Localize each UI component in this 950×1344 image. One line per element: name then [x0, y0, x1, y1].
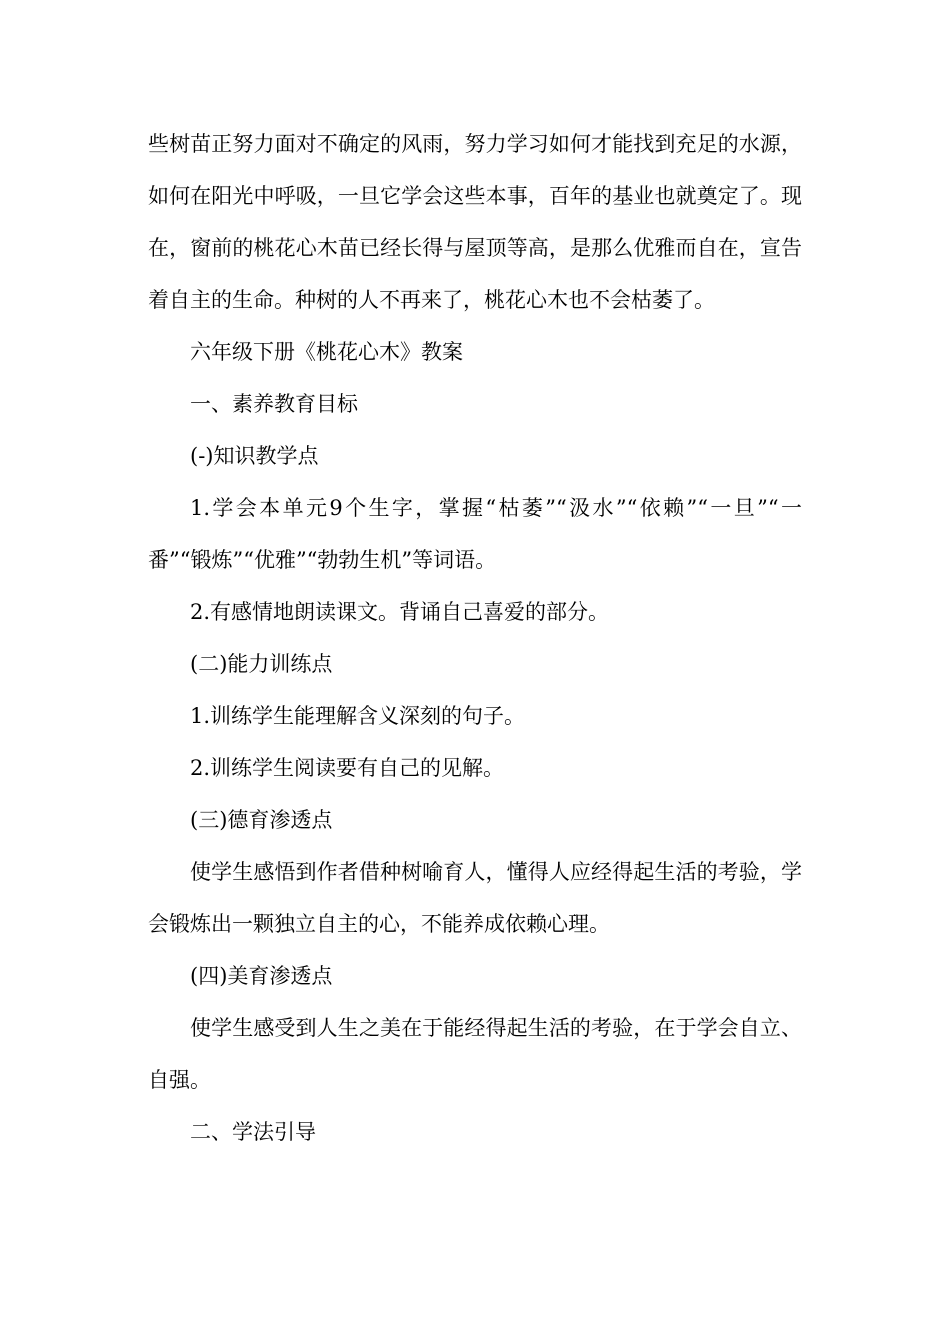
subheading-aesthetic: (四)美育渗透点 — [190, 964, 333, 988]
paragraph-continuation: 些树苗正努力面对不确定的风雨，努力学习如何才能找到充足的水源，如何在阳光中呼吸，一旦它学会这些本事，百年的基业也就奠定了。现在，窗前的桃花心木苗已经长得与屋顶等高，是那么优雅而自在，宣告着自主的生命。种树的人不再来了，桃花心木也不会枯萎了。 — [148, 132, 802, 312]
paragraph-ability-2: 2.训练学生阅读要有自己的见解。 — [190, 756, 505, 780]
paragraph-knowledge-1: 1.学会本单元9个生字，掌握“枯萎”“汲水”“依赖”“一旦”“一番”“锻炼”“优雅”“勃勃生机”等词语。 — [148, 496, 802, 572]
subheading-knowledge: (-)知识教学点 — [190, 444, 319, 468]
paragraph-ability-1: 1.训练学生能理解含义深刻的句子。 — [190, 704, 526, 728]
section-heading-objectives: 一、素养教育目标 — [190, 392, 358, 416]
document-page — [148, 118, 802, 1158]
paragraph-knowledge-2: 2.有感情地朗读课文。背诵自己喜爱的部分。 — [190, 600, 610, 624]
subheading-ability: (二)能力训练点 — [190, 652, 333, 676]
paragraph-aesthetic: 使学生感受到人生之美在于能经得起生活的考验，在于学会自立、自强。 — [148, 1016, 802, 1092]
section-heading-method: 二、学法引导 — [190, 1120, 316, 1144]
subheading-moral: (三)德育渗透点 — [190, 808, 333, 832]
paragraph-moral: 使学生感悟到作者借种树喻育人，懂得人应经得起生活的考验，学会锻炼出一颗独立自主的心，不能养成依赖心理。 — [148, 860, 802, 936]
document-title: 六年级下册《桃花心木》教案 — [190, 340, 463, 364]
